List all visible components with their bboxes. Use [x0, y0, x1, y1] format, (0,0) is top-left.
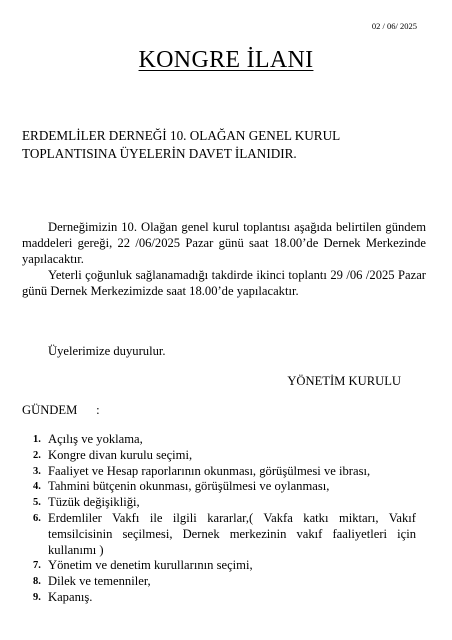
agenda-item	[33, 558, 416, 574]
document-title: KONGRE İLANI	[138, 47, 314, 73]
agenda-item-text: Tahmini bütçenin okunması, görüşülmesi ve oylanması,	[48, 479, 330, 494]
agenda-label: GÜNDEM :	[22, 403, 100, 417]
agenda-item	[33, 479, 416, 495]
agenda-item-text: Kongre divan kurulu seçimi,	[48, 447, 193, 462]
agenda-item-number: 5.	[33, 497, 41, 509]
agenda-item-text: Faaliyet ve Hesap raporlarının okunması, görüşülmesi ve ibrası,	[48, 463, 371, 478]
agenda-item	[33, 495, 416, 511]
second-meeting-paragraph: Yeterli çoğunluk sağlanamadığı takdirde ikinci toplantı 29 /06 /2025 Pazar günü Dernek Merkezimizde saat 18.00’de yapılacaktır.	[22, 268, 426, 298]
announcement-paragraph: Derneğimizin 10. Olağan genel kurul toplantısı aşağıda belirtilen gündem maddeleri gereği, 22 /06/2025 Pazar günü saat 18.00’de Dernek Merkezinde yapılacaktır.	[22, 220, 426, 266]
agenda-item-number: 6.	[33, 512, 41, 524]
agenda-item	[33, 511, 416, 558]
agenda-item-number: 2.	[33, 449, 41, 461]
notice-paragraph: Üyelerimize duyurulur.	[48, 344, 166, 358]
document-date: 02 / 06/ 2025	[371, 21, 417, 31]
agenda-item	[33, 574, 416, 590]
agenda-item-number: 7.	[33, 560, 41, 572]
agenda-item	[33, 432, 416, 448]
agenda-item	[33, 448, 416, 464]
signature: YÖNETİM KURULU	[287, 374, 401, 388]
agenda-item-text: Tüzük değişikliği,	[48, 495, 140, 510]
agenda-item-text: Yönetim ve denetim kurullarının seçimi,	[48, 558, 253, 573]
agenda-item	[33, 590, 416, 606]
agenda-item-text: Dilek ve temenniler,	[48, 574, 151, 589]
agenda-item-text: Erdemliler Vakfı ile ilgili kararlar,( Vakfa katkı miktarı, Vakıf temsilcisinin seçilmesi, Dernek merkezinin vakıf faaliyetleri için kullanımı )	[48, 510, 416, 557]
agenda-item-number: 9.	[33, 591, 41, 603]
agenda-item-number: 8.	[33, 576, 41, 588]
agenda-item-text: Kapanış.	[48, 589, 93, 604]
agenda-list	[33, 432, 416, 606]
agenda-item-number: 1.	[33, 434, 41, 445]
agenda-item-text: Açılış ve yoklama,	[48, 432, 143, 446]
document-subject: ERDEMLİLER DERNEĞİ 10. OLAĞAN GENEL KURUL TOPLANTISINA ÜYELERİN DAVET İLANIDIR.	[22, 128, 340, 161]
agenda-item-number: 4.	[33, 481, 41, 493]
agenda-item-number: 3.	[33, 465, 41, 477]
agenda-item	[33, 464, 416, 480]
